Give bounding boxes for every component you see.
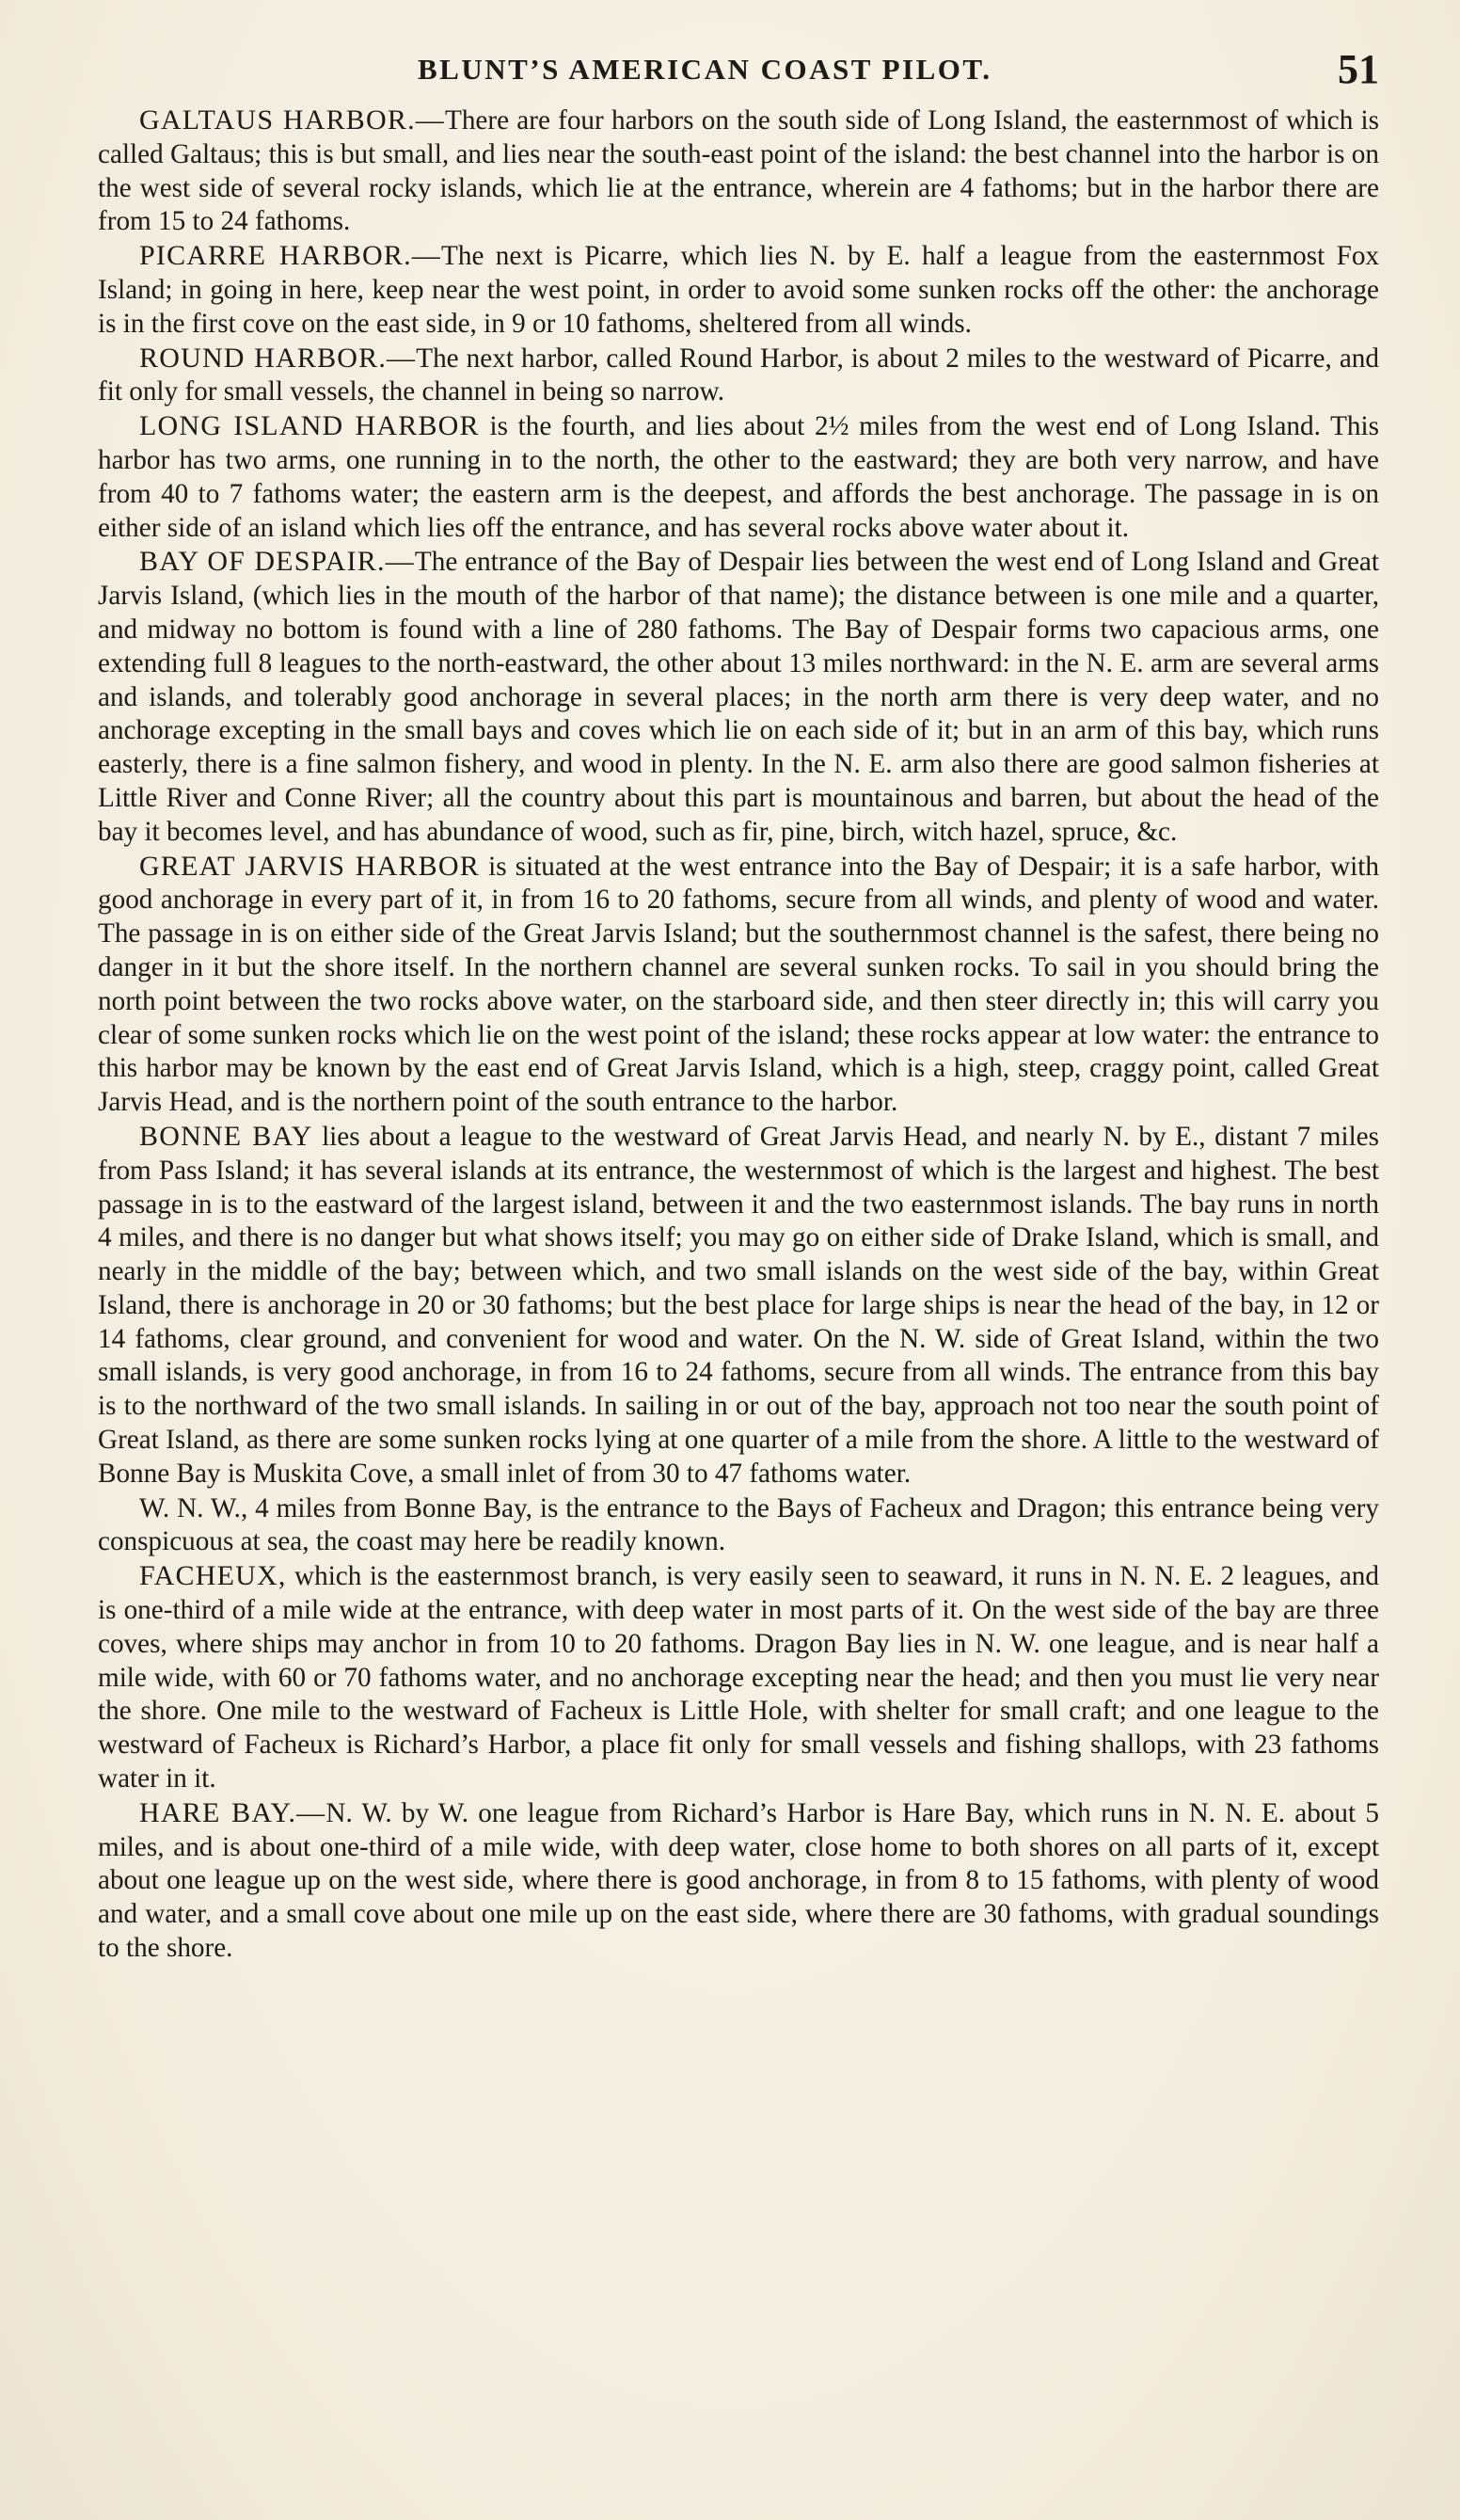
- paragraph-text: lies about a league to the westward of Great Jarvis Head, and nearly N. by E., distant 7 miles from Pass Island; it has several islands at its entrance, the westernmost of which is the largest and highest. The best passage in is to the eastward of the largest island, between it and the two easternmost islands. The bay runs in north 4 miles, and there is no danger but what shows itself; you may go on either side of Drake Island, which is small, and nearly in the middle of the bay; between which, and two small islands on the west side of the bay, within Great Island, there is anchorage in 20 or 30 fathoms; but the best place for large ships is near the head of the bay, in 12 or 14 fathoms, clear ground, and convenient for wood and water. On the N. W. side of Great Island, within the two small islands, is very good anchorage, in from 16 to 24 fathoms, secure from all winds. The entrance from this bay is to the northward of the two small islands. In sailing in or out of the bay, approach not too near the south point of Great Island, as there are some sunken rocks lying at one quarter of a mile from the shore. A little to the westward of Bonne Bay is Muskita Cove, a small inlet of from 30 to 47 fathoms water.: [98, 1121, 1379, 1489]
- paragraph-text: is situated at the west entrance into the Bay of Despair; it is a safe harbor, with good anchorage in every part of it, in from 16 to 20 fathoms, secure from all winds, and plenty of wood and water. The passage in is on either side of the Great Jarvis Island; but the southernmost channel is the safest, there being no danger in it but the shore itself. In the northern channel are several sunken rocks. To sail in you should bring the north point between the two rocks above water, on the starboard side, and then steer directly in; this will carry you clear of some sunken rocks which lie on the west point of the island; these rocks appear at low water: the entrance to this harbor may be known by the east end of Great Jarvis Island, which is a high, steep, craggy point, called Great Jarvis Head, and is the northern point of the south entrance to the harbor.: [98, 851, 1379, 1118]
- paragraph-picarre-harbor: [98, 239, 1379, 341]
- paragraph-facheux: [98, 1559, 1379, 1796]
- paragraph-long-island-harbor: [98, 409, 1379, 545]
- section-heading: GREAT JARVIS HARBOR: [139, 850, 480, 882]
- paragraph-text: The next harbor, called Round Harbor, is about 2 miles to the westward of Picarre, and fit only for small vessels, the channel in being so narrow.: [98, 343, 1379, 407]
- paragraph-text: which is the easternmost branch, is very easily seen to seaward, it runs in N. N. E. 2 leagues, and is one-third of a mile wide at the entrance, with deep water in most parts of it. On the west side of the bay are three coves, where ships may anchor in from 10 to 20 fathoms. Dragon Bay lies in N. W. one league, and is near half a mile wide, with 60 or 70 fathoms water, and no anchorage excepting near the head; and then you must lie very near the shore. One mile to the westward of Facheux is Little Hole, with shelter for small craft; and one league to the westward of Facheux is Richard’s Harbor, a place fit only for small vessels and fishing shallops, with 23 fathoms water in it.: [98, 1561, 1379, 1794]
- section-heading: HARE BAY.—: [139, 1796, 326, 1828]
- paragraph-great-jarvis-harbor: [98, 850, 1379, 1120]
- page-number: 51: [1338, 46, 1379, 92]
- paragraph-galtaus-harbor: [98, 104, 1379, 239]
- section-heading: GALTAUS HARBOR.—: [139, 104, 445, 136]
- section-heading: FACHEUX,: [139, 1560, 287, 1592]
- paragraph-hare-bay: [98, 1796, 1379, 1966]
- paragraph-bonne-bay: [98, 1120, 1379, 1491]
- paragraph-text: There are four harbors on the south side of Long Island, the easternmost of which is called Galtaus; this is but small, and lies near the south-east point of the island: the best channel into the harbor is on the west side of several rocky islands, which lie at the entrance, wherein are 4 fathoms; but in the harbor there are from 15 to 24 fathoms.: [98, 105, 1379, 237]
- running-title: BLUNT’S AMERICAN COAST PILOT.: [418, 53, 992, 86]
- section-heading: ROUND HARBOR.—: [139, 342, 417, 374]
- section-heading: LONG ISLAND HARBOR: [139, 410, 480, 442]
- paragraph-text: The next is Picarre, which lies N. by E. half a league from the easternmost Fox Island; in going in here, keep near the west point, in order to avoid some sunken rocks off the other: the anchorage is in the first cove on the east side, in 9 or 10 fathoms, sheltered from all winds.: [98, 241, 1380, 339]
- section-heading: BONNE BAY: [139, 1120, 313, 1152]
- paragraph-bay-of-despair: [98, 545, 1379, 849]
- body-text: [98, 104, 1379, 1966]
- paragraph-facheux-dragon-entrance: [98, 1491, 1379, 1560]
- paragraph-text: N. W. by W. one league from Richard’s Harbor is Hare Bay, which runs in N. N. E. about 5 miles, and is about one-third of a mile wide, with deep water, close home to both shores on all parts of it, except about one league up on the west side, where there is good anchorage, in from 8 to 15 fathoms, with plenty of wood and water, and a small cove about one mile up on the east side, where there are 30 fathoms, with gradual soundings to the shore.: [98, 1797, 1379, 1964]
- paragraph-text: The entrance of the Bay of Despair lies between the west end of Long Island and Great Jarvis Island, (which lies in the mouth of the harbor of that name); the distance between is one mile and a quarter, and midway no bottom is found with a line of 280 fathoms. The Bay of Despair forms two capacious arms, one extending full 8 leagues to the north-eastward, the other about 13 miles northward: in the N. E. arm are several arms and islands, and tolerably good anchorage in several places; in the north arm there is very deep water, and no anchorage excepting in the small bays and coves which lie on each side of it; but in an arm of this bay, which runs easterly, there is a fine salmon fishery, and wood in plenty. In the N. E. arm also there are good salmon fisheries at Little River and Conne River; all the country about this part is mountainous and barren, but about the head of the bay it becomes level, and has abundance of wood, such as fir, pine, birch, witch hazel, spruce, &c.: [98, 547, 1379, 847]
- running-header: [98, 46, 1379, 96]
- paragraph-round-harbor: [98, 342, 1379, 410]
- section-heading: BAY OF DESPAIR.—: [139, 546, 415, 578]
- section-heading: PICARRE HARBOR.—: [139, 240, 442, 272]
- paragraph-text: is the fourth, and lies about 2½ miles from the west end of Long Island. This harbor has two arms, one running in to the north, the other to the eastward; they are both very narrow, and have from 40 to 7 fathoms water; the eastern arm is the deepest, and affords the best anchorage. The passage in is on either side of an island which lies off the entrance, and has several rocks above water about it.: [98, 411, 1379, 543]
- paragraph-text: W. N. W., 4 miles from Bonne Bay, is the entrance to the Bays of Facheux and Dragon; this entrance being very conspicuous at sea, the coast may here be readily known.: [98, 1492, 1379, 1557]
